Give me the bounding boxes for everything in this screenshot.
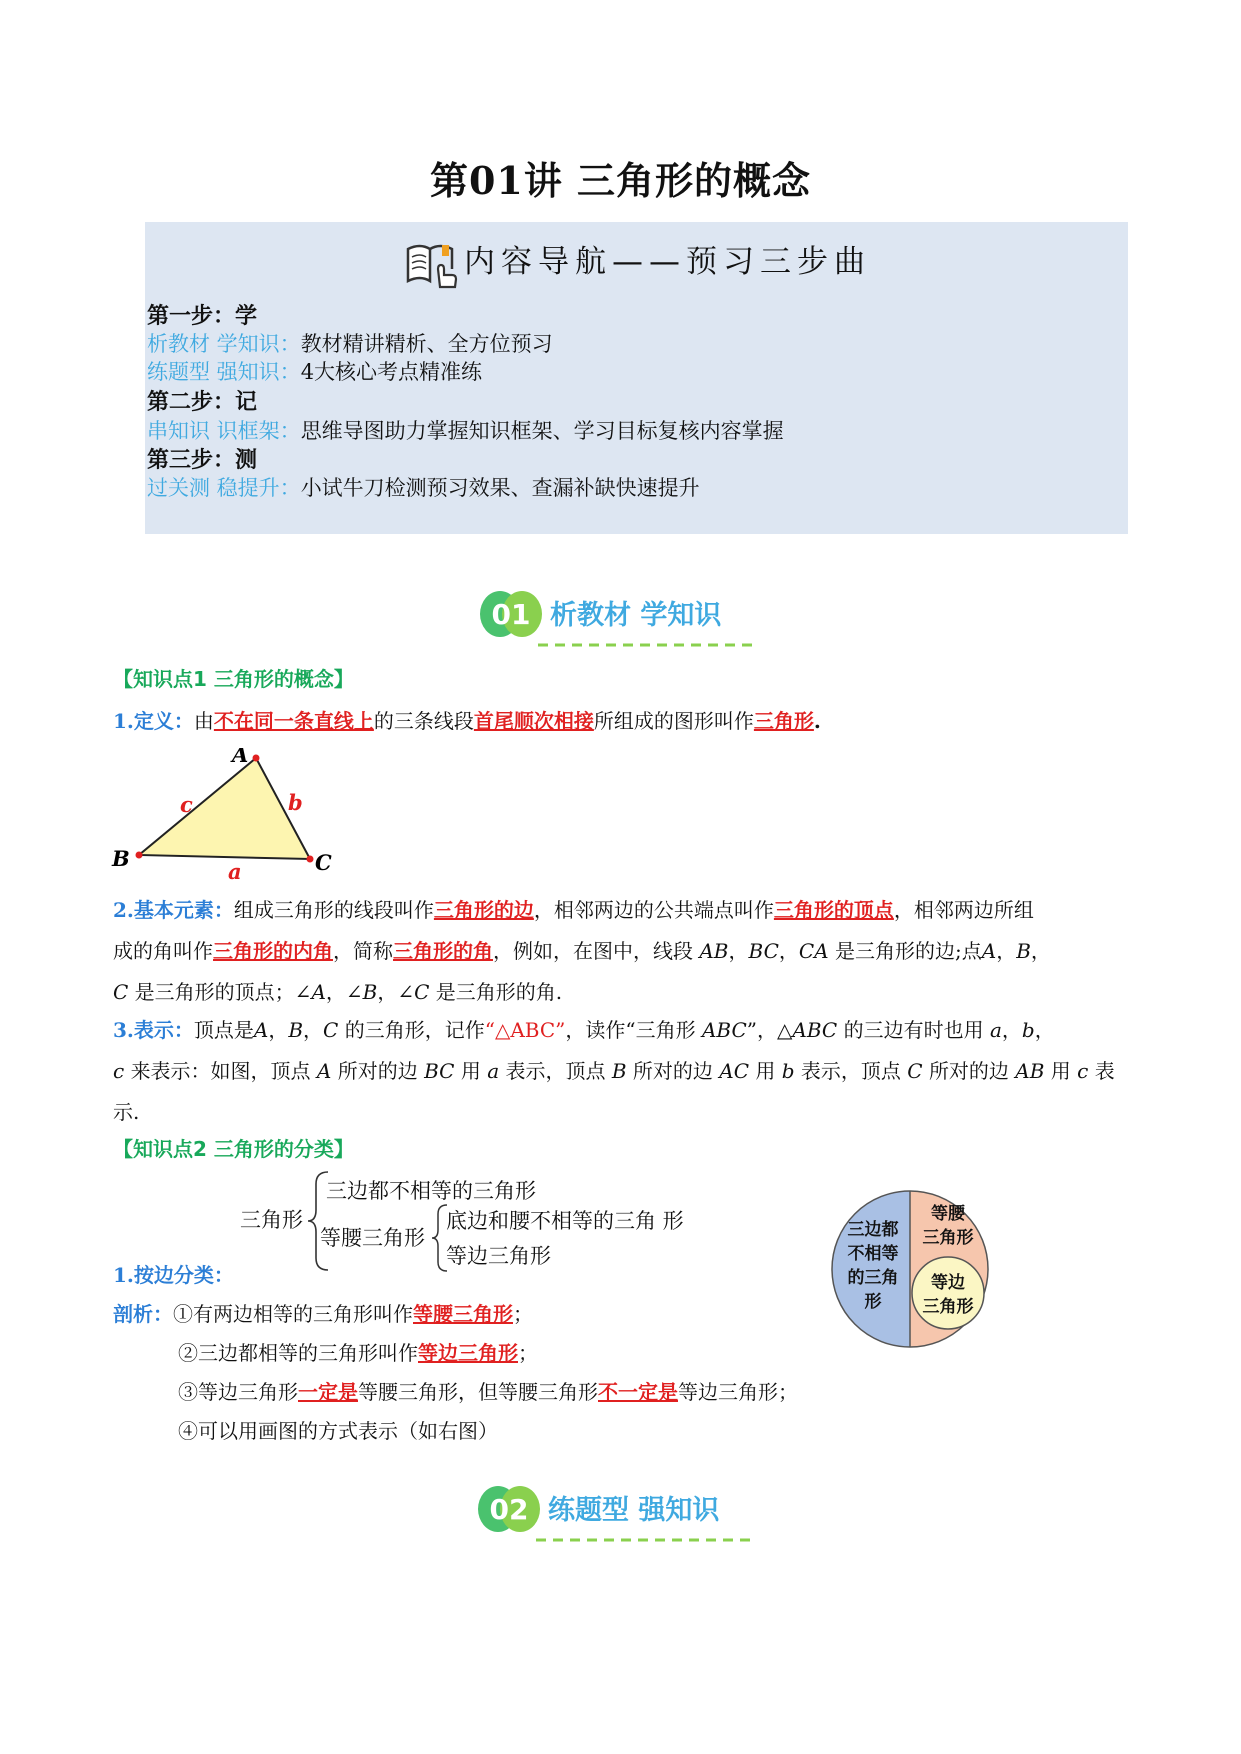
nav-item: [147, 474, 700, 502]
nav-heading: [145, 236, 1128, 289]
page-title: 第01讲 三角形的概念: [429, 158, 812, 203]
nav-item-key: 析教材 学知识：: [147, 332, 301, 356]
section-label: 析教材 学知识: [550, 600, 722, 631]
nav-step-heading: [147, 302, 257, 330]
analysis-text: ①有两边相等的三角形叫作: [173, 1302, 413, 1326]
venn-scalene-2: 不相等: [847, 1244, 899, 1264]
section-badge-02-graphic: [476, 1485, 766, 1543]
math-term: B: [611, 1059, 627, 1083]
vertex-A: [253, 755, 260, 762]
venn-scalene-4: 形: [864, 1292, 882, 1312]
venn-isosceles-1: 等腰: [931, 1204, 965, 1224]
nav-step-heading: [147, 388, 257, 416]
label-side-a: a: [228, 859, 242, 883]
venn-scalene-1: 三边都: [847, 1220, 899, 1240]
rep-text: 来表示：如图，顶点: [130, 1059, 311, 1083]
definition-paragraph: [113, 701, 1128, 742]
rep-text: 的三角形，记作: [344, 1018, 485, 1042]
analysis-key-term: 不一定是: [598, 1380, 678, 1404]
analysis-line-2: [178, 1333, 1193, 1374]
def-text: 所组成的图形叫作: [593, 709, 754, 733]
elem-text: ，简称: [333, 939, 393, 963]
analysis-label: 剖析：: [113, 1302, 173, 1326]
rep-text: 用: [460, 1059, 481, 1083]
section-number: 02: [489, 1493, 529, 1526]
def-key-term: 不在同一条直线上: [213, 709, 374, 733]
nav-item: [147, 417, 784, 445]
math-term: a: [989, 1018, 1002, 1042]
def-key-term: 三角形: [753, 709, 814, 733]
math-term: C: [323, 1018, 339, 1042]
analysis-text: ；: [513, 1302, 533, 1326]
nav-item-value: 小试牛刀检测预习效果、查漏补缺快速提升: [300, 476, 700, 500]
elem-key-term: 三角形的顶点: [773, 898, 894, 922]
elem-text: 是三角形的角.: [435, 980, 563, 1004]
section-badge-01-graphic: [478, 590, 768, 648]
math-term: BC: [424, 1059, 455, 1083]
venn-equilateral-2: 三角形: [922, 1297, 974, 1317]
analysis-line-4: [178, 1411, 1193, 1452]
elem-text: ，相邻两边的公共端点叫作: [533, 898, 774, 922]
math-term: B: [288, 1018, 304, 1042]
rep-text: 表: [1094, 1059, 1115, 1083]
nav-step-heading: [147, 446, 257, 474]
elem-key-term: 三角形的边: [433, 898, 534, 922]
math-term: AB: [1015, 1059, 1045, 1083]
analysis-text: ；: [518, 1341, 538, 1365]
def-key-term: 首尾顺次相接: [473, 709, 594, 733]
analysis-key-term: 一定是: [298, 1380, 358, 1404]
vertex-B: [136, 852, 143, 859]
rep-text: 表示，顶点: [800, 1059, 901, 1083]
math-term: CA: [798, 939, 829, 963]
class-isosceles: 等腰三角形: [320, 1226, 425, 1250]
math-term: ABC: [701, 1018, 747, 1042]
elem-text: 是三角形的顶点；: [134, 980, 295, 1004]
rep-text: 示.: [113, 1100, 140, 1124]
nav-step-text: 第三步：测: [147, 447, 258, 473]
math-term: C: [907, 1059, 923, 1083]
analysis-text: ④可以用画图的方式表示（如右图）: [178, 1419, 498, 1443]
math-term: C: [414, 980, 430, 1004]
nav-item: [147, 330, 553, 358]
elem-key-term: 三角形的内角: [213, 939, 333, 963]
representation-paragraph: 3.表示：顶点是A，B，C 的三角形，记作“△ABC”，读作“三角形 ABC”，△ABC 的三边有时也用 a，b， c 来表示：如图，顶点 A 所对的边 BC 用 a 表示，顶点 B 所对的边 AC 用 b 表示，顶点 C 所对的边 AB 用 c 表 示.: [113, 1018, 1115, 1124]
nav-item-value: 教材精讲精析、全方位预习: [300, 332, 553, 356]
venn-scalene-3: 的三角: [847, 1268, 899, 1288]
venn-isosceles-2: 三角形: [922, 1228, 974, 1248]
content-navigation-box: [145, 222, 1128, 534]
nav-item-key: 练题型 强知识：: [147, 360, 301, 384]
elem-text: ，例如，在图中，线段: [493, 939, 693, 963]
nav-step-text: 第一步：学: [147, 303, 258, 329]
nav-item-key: 串知识 识框架：: [147, 419, 301, 443]
book-hand-icon: [402, 239, 462, 289]
label-A: A: [232, 748, 249, 767]
rep-text: 用: [755, 1059, 776, 1083]
class-iso-sub2: 等边三角形: [446, 1244, 551, 1268]
label-C: C: [315, 850, 332, 875]
math-term: c: [113, 1059, 125, 1083]
section-number: 01: [491, 598, 531, 631]
def-label: 1.定义：: [113, 709, 194, 733]
math-term: c: [1077, 1059, 1089, 1083]
analysis-key-term: 等腰三角形: [413, 1302, 513, 1326]
math-term: A: [253, 1018, 269, 1042]
math-term: a: [487, 1059, 500, 1083]
section-badge-01: [478, 590, 768, 652]
rep-text: 所对的边: [928, 1059, 1009, 1083]
label-B: B: [112, 846, 130, 871]
math-term: AC: [719, 1059, 750, 1083]
triangle-figure: [110, 748, 350, 883]
analysis-text: ②三边都相等的三角形叫作: [178, 1341, 418, 1365]
analysis-text: 等边三角形；: [678, 1380, 798, 1404]
nav-heading-text: 内容导航——预习三步曲: [464, 244, 871, 280]
def-text: 的三条线段: [373, 709, 474, 733]
def-text: .: [813, 709, 821, 733]
analysis-line-3: [178, 1372, 1193, 1413]
nav-item: [147, 358, 482, 386]
kp1-heading: 【知识点1 三角形的概念】: [113, 667, 354, 691]
rep-text: 顶点是: [193, 1018, 254, 1042]
math-term: BC: [748, 939, 779, 963]
elem-label: 2.基本元素：: [113, 898, 234, 922]
class-iso-sub1: 底边和腰不相等的三角 形: [446, 1209, 684, 1233]
label-side-c: c: [180, 792, 193, 817]
rep-text: 用: [1050, 1059, 1071, 1083]
math-term: B: [362, 980, 378, 1004]
rep-label: 3.表示：: [113, 1018, 194, 1042]
triangle-classification-venn: [830, 1186, 990, 1352]
class-scalene: 三边都不相等的三角形: [326, 1179, 536, 1203]
rep-text: ”，△: [746, 1018, 793, 1042]
rep-text: 所对的边: [337, 1059, 418, 1083]
kp2-heading: 【知识点2 三角形的分类】: [113, 1137, 354, 1161]
math-term: AB: [699, 939, 729, 963]
rep-text: 所对的边: [632, 1059, 713, 1083]
vertex-C: [307, 856, 314, 863]
analysis-key-term: 等边三角形: [418, 1341, 518, 1365]
elem-text: 是三角形的边;点: [834, 939, 982, 963]
math-term: A: [316, 1059, 332, 1083]
math-term: A: [311, 980, 326, 1004]
elem-text: 成的角叫作: [113, 939, 213, 963]
section-badge-02: [476, 1485, 766, 1547]
math-term: A: [981, 939, 997, 963]
math-term: ABC: [792, 1018, 838, 1042]
math-term: C: [113, 980, 129, 1004]
math-term: B: [1016, 939, 1031, 963]
venn-equilateral-1: 等边: [931, 1273, 965, 1293]
class-root: 三角形: [240, 1208, 303, 1232]
elem-text: 组成三角形的线段叫作: [233, 898, 434, 922]
nav-item-value: 思维导图助力掌握知识框架、学习目标复核内容掌握: [300, 419, 784, 443]
by-side-label: 1.按边分类：: [113, 1263, 234, 1287]
elem-text: ，相邻两边所组: [893, 898, 1034, 922]
analysis-text: ③等边三角形: [178, 1380, 298, 1404]
nav-step-text: 第二步：记: [147, 389, 258, 415]
section-label: 练题型 强知识: [548, 1495, 720, 1526]
rep-text: 的三边有时也用: [843, 1018, 984, 1042]
elements-paragraph: 2.基本元素：组成三角形的线段叫作三角形的边，相邻两边的公共端点叫作三角形的顶点，相邻两边所组 成的角叫作三角形的内角，简称三角形的角，例如，在图中，线段 AB，BC，CA 是三角形的边;点A，B， C 是三角形的顶点；∠A，∠B，∠C 是三角形的角.: [113, 898, 1051, 1004]
math-term: b: [781, 1059, 795, 1083]
def-text: 由: [193, 709, 214, 733]
nav-item-value: 4大核心考点精准练: [300, 360, 483, 384]
analysis-text: 等腰三角形，但等腰三角形: [358, 1380, 598, 1404]
math-term: b: [1021, 1018, 1035, 1042]
label-side-b: b: [288, 790, 303, 815]
nav-item-key: 过关测 稳提升：: [147, 476, 301, 500]
rep-text: ，读作“三角形: [565, 1018, 696, 1042]
elem-key-term: 三角形的角: [393, 939, 493, 963]
rep-notation: “△ABC”: [484, 1018, 566, 1042]
rep-text: 表示，顶点: [505, 1059, 606, 1083]
